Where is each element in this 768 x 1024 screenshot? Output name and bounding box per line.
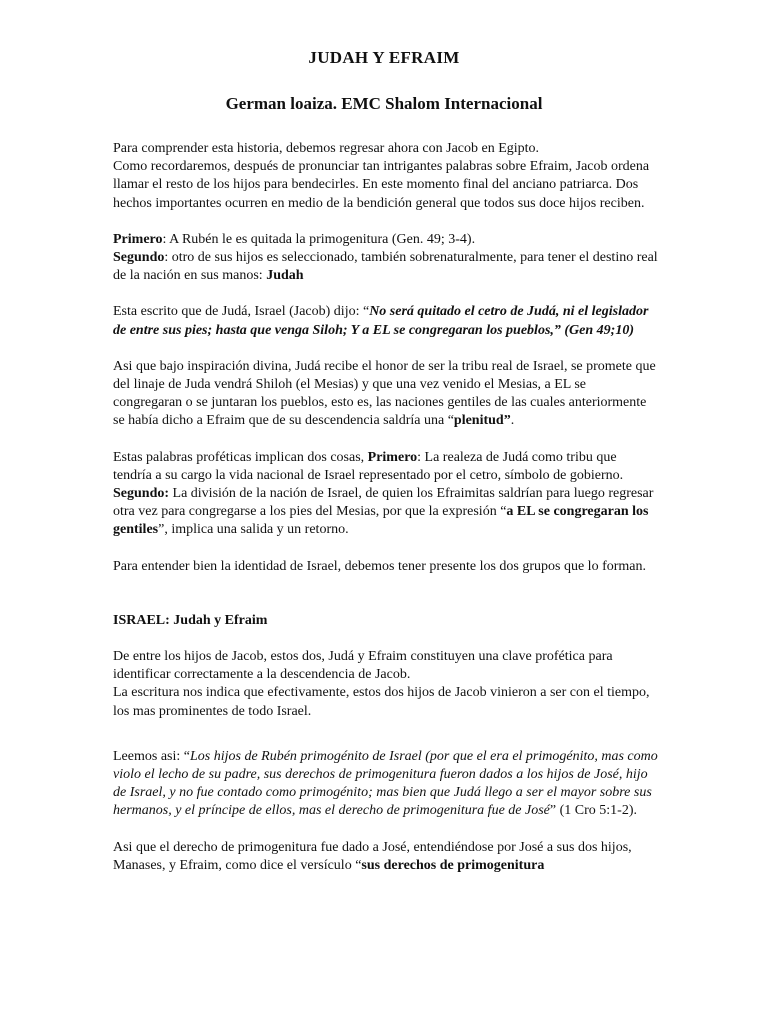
cronicas-quote: Los hijos de Rubén primogénito de Israel (por que el era el primogénito, mas como violo el lecho de su padre, sus derechos de primogenitura fueron dados a los hijos de José, hijo de Israel, y no fue contado como primogénito; mas bien que Judá llego a ser el mayor sobre sus hermanos, y el príncipe de ellos, mas el derecho de primogenitura fue de José — [113, 748, 658, 819]
genesis-intro-text: Esta escrito que de Judá, Israel (Jacob) dijo: “ — [113, 304, 370, 320]
paragraph-clave-profetica: De entre los hijos de Jacob, estos dos, Judá y Efraim constituyen una clave profética para identificar correctamente a la descendencia de Jacob. La escritura nos indica que efectivamente, estos dos hijos de Jacob vinieron a ser con el tiempo, los mas prominentes de todo Israel. — [113, 649, 650, 719]
judah-emphasis: Judah — [266, 268, 304, 284]
gentiles-emphasis: a EL se congregaran los gentiles — [113, 504, 649, 538]
paragraph-genesis-quote — [113, 303, 658, 339]
genesis-quote: No será quitado el cetro de Judá, ni el legislador de entre sus pies; hasta que venga Siloh; Y a EL se congregaran los pueblos,” (Gen 49;10) — [113, 304, 649, 338]
label-primero: Primero — [113, 231, 163, 247]
paragraph-primero-segundo — [113, 231, 658, 286]
plenitud-emphasis: plenitud” — [453, 413, 511, 429]
paragraph-primogenitura: Asi que el derecho de primogenitura fue dado a José, entendiéndose por José a sus dos hijos, Manases, y Efraim, como dice el versículo “sus derechos de primogenitura — [113, 839, 632, 873]
paragraph-implicaciones: Estas palabras proféticas implican dos cosas, Primero: La realeza de Judá como tribu que tendría a su cargo la vida nacional de Israel representado por el cetro, símbolo de gobierno. Segundo: La división de la nación de Israel, de quien los Efraimitas saldrían para luego regresar otra vez para congregarse a los pies del Mesias, por que la expresión “a EL se congregaran los gentiles”, implica una salida y un retorno. — [113, 449, 654, 538]
paragraph-intro — [113, 140, 658, 213]
document-subtitle: German loaiza. EMC Shalom Internacional — [225, 94, 543, 113]
section-heading: ISRAEL: Judah y Efraim — [113, 612, 268, 628]
document-body — [113, 140, 658, 893]
paragraph-shiloh: Asi que bajo inspiración divina, Judá recibe el honor de ser la tribu real de Israel, se promete que del linaje de Juda vendrá Shiloh (el Mesias) y que una vez venido el Mesias, a EL se congregaran o se juntaran los pueblos, esto es, las naciones gentiles de las cuales anteriormente se había dicho a Efraim que de su descendencia saldría una “plenitud”. — [113, 358, 656, 429]
document-title: JUDAH Y EFRAIM — [308, 48, 460, 67]
primero-text: : A Rubén le es quitada la primogenitura (Gen. 49; 3-4). — [162, 231, 476, 247]
intro-line-1: Para comprender esta historia, debemos regresar ahora con Jacob en Egipto. — [113, 141, 540, 156]
label-segundo-2: Segundo: — [113, 486, 170, 502]
label-segundo: Segundo — [113, 250, 165, 266]
primogenitura-emphasis: sus derechos de primogenitura — [361, 857, 545, 873]
segundo-text: : otro de sus hijos es seleccionado, también sobrenaturalmente, para tener el destino real de la nación en sus manos: — [113, 250, 658, 284]
paragraph-identidad: Para entender bien la identidad de Israel, debemos tener presente los dos grupos que lo forman. — [113, 558, 646, 574]
paragraph-cronicas-quote: Leemos asi: “Los hijos de Rubén primogénito de Israel (por que el era el primogénito, mas como violo el lecho de su padre, sus derechos de primogenitura fueron dados a los hijos de José, hijo de Israel, y no fue contado como primogénito; mas bien que Judá llego a ser el mayor sobre sus hermanos, y el príncipe de ellos, mas el derecho de primogenitura fue de José” (1 Cro 5:1-2). — [113, 748, 658, 819]
shiloh-text: Asi que bajo inspiración divina, Judá recibe el honor de ser la tribu real de Israel, se promete que del linaje de Juda vendrá Shiloh (el Mesias) y que una vez venido el Mesias, a EL se congregaran o se juntaran los pueblos, esto es, las naciones gentiles de las cuales anteriormente se había dicho a Efraim que de su descendencia saldría una “ — [113, 358, 656, 429]
intro-line-2: Como recordaremos, después de pronunciar tan intrigantes palabras sobre Efraim, Jacob ordena llamar el resto de los hijos para bendecirles. En este momento final del anciano patriarca. Dos hechos importantes ocurren en medio de la bendición general que todos sus doce hijos reciben. — [113, 159, 650, 211]
label-primero-2: Primero — [367, 449, 418, 465]
